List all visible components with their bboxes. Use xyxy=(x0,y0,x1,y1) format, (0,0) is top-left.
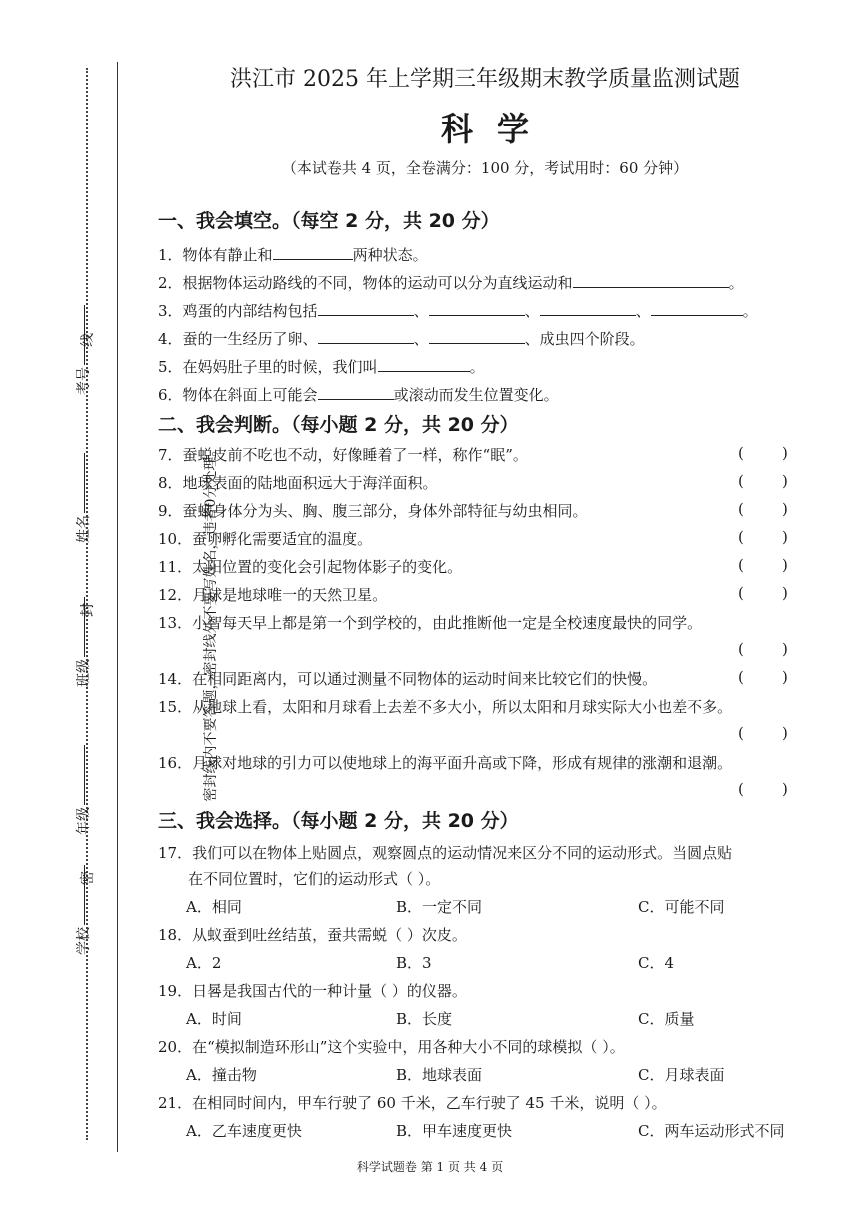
question-18: 18．从蚁蚕到吐丝结茧，蚕共需蜕（ ）次皮。 xyxy=(158,926,467,944)
seal-warning-note: 密封线内不要答题，密封线外不要写姓名，违者0分处理。 xyxy=(203,442,219,802)
seal-border-line xyxy=(117,62,118,1152)
name-label: 姓名 xyxy=(73,453,93,543)
option-a[interactable]: A．2 xyxy=(186,954,222,972)
answer-parentheses[interactable]: ( ) xyxy=(738,472,788,490)
question-12: 12．月球是地球唯一的天然卫星。 xyxy=(158,586,388,604)
answer-blank[interactable] xyxy=(318,329,414,344)
seal-char-line: 线 xyxy=(80,333,96,347)
question-9: 9．蚕蛾身体分为头、胸、腹三部分，身体外部特征与幼虫相同。 xyxy=(158,502,588,520)
option-c[interactable]: C．质量 xyxy=(638,1010,695,1028)
option-b[interactable]: B．一定不同 xyxy=(396,898,483,916)
school-label: 学校 xyxy=(73,865,93,955)
answer-parentheses[interactable]: ( ) xyxy=(738,528,788,546)
answer-blank[interactable] xyxy=(651,301,743,316)
question-17-continued: 在不同位置时，它们的运动形式（ ）。 xyxy=(188,870,441,888)
answer-blank[interactable] xyxy=(573,273,729,288)
option-b[interactable]: B．甲车速度更快 xyxy=(396,1122,513,1140)
exam-title: 洪江市 2025 年上学期三年级期末教学质量监测试题 xyxy=(230,67,740,92)
answer-blank[interactable] xyxy=(429,329,525,344)
answer-parentheses[interactable]: ( ) xyxy=(738,584,788,602)
question-2: 2．根据物体运动路线的不同，物体的运动可以分为直线运动和 。 xyxy=(158,274,744,292)
answer-blank[interactable] xyxy=(318,301,414,316)
section-judge-heading: 二、我会判断。（每小题 2 分，共 20 分） xyxy=(158,414,519,436)
question-16: 16．月球对地球的引力可以使地球上的海平面升高或下降，形成有规律的涨潮和退潮。 xyxy=(158,754,733,772)
question-19: 19．日晷是我国古代的一种计量（ ）的仪器。 xyxy=(158,982,467,1000)
question-10: 10．蚕卵孵化需要适宜的温度。 xyxy=(158,530,373,548)
question-21: 21．在相同时间内，甲车行驶了 60 千米，乙车行驶了 45 千米，说明（ ）。 xyxy=(158,1094,667,1112)
class-label: 班级 xyxy=(73,597,93,687)
question-15: 15．从地球上看，太阳和月球看上去差不多大小，所以太阳和月球实际大小也差不多。 xyxy=(158,698,733,716)
exam-number-label: 考号 xyxy=(73,305,93,395)
answer-blank[interactable] xyxy=(540,301,636,316)
option-a[interactable]: A．时间 xyxy=(186,1010,242,1028)
question-14: 14．在相同距离内，可以通过测量不同物体的运动时间来比较它们的快慢。 xyxy=(158,670,658,688)
option-a[interactable]: A．相同 xyxy=(186,898,242,916)
answer-parentheses[interactable]: ( ) xyxy=(738,780,788,798)
answer-parentheses[interactable]: ( ) xyxy=(738,724,788,742)
question-6: 6．物体在斜面上可能会 或滚动而发生位置变化。 xyxy=(158,386,559,404)
seal-char-secret: 密 xyxy=(80,871,96,885)
seal-char-seal: 封 xyxy=(80,603,96,617)
question-4: 4．蚕的一生经历了卵、 、 、成虫四个阶段。 xyxy=(158,330,645,348)
answer-parentheses[interactable]: ( ) xyxy=(738,640,788,658)
answer-blank[interactable] xyxy=(273,245,353,260)
answer-parentheses[interactable]: ( ) xyxy=(738,556,788,574)
question-13: 13．小智每天早上都是第一个到学校的，由此推断他一定是全校速度最快的同学。 xyxy=(158,614,703,632)
option-c[interactable]: C．可能不同 xyxy=(638,898,725,916)
option-b[interactable]: B．地球表面 xyxy=(396,1066,483,1084)
question-1: 1．物体有静止和 两种状态。 xyxy=(158,246,428,264)
question-11: 11．太阳位置的变化会引起物体影子的变化。 xyxy=(158,558,463,576)
option-a[interactable]: A．撞击物 xyxy=(186,1066,257,1084)
option-a[interactable]: A．乙车速度更快 xyxy=(186,1122,302,1140)
option-c[interactable]: C．月球表面 xyxy=(638,1066,725,1084)
answer-parentheses[interactable]: ( ) xyxy=(738,500,788,518)
question-20: 20．在“模拟制造环形山”这个实验中，用各种大小不同的球模拟（ ）。 xyxy=(158,1038,625,1056)
answer-blank[interactable] xyxy=(318,385,394,400)
option-c[interactable]: C．两车运动形式不同 xyxy=(638,1122,785,1140)
question-5: 5．在妈妈肚子里的时候，我们叫 。 xyxy=(158,358,485,376)
section-fill-in-heading: 一、我会填空。（每空 2 分，共 20 分） xyxy=(158,210,500,232)
section-choice-heading: 三、我会选择。（每小题 2 分，共 20 分） xyxy=(158,810,519,832)
question-3: 3．鸡蛋的内部结构包括 、 、 、 。 xyxy=(158,302,758,320)
option-c[interactable]: C．4 xyxy=(638,954,675,972)
answer-parentheses[interactable]: ( ) xyxy=(738,668,788,686)
subject-title: 科学 xyxy=(440,110,553,148)
grade-label: 年级 xyxy=(73,745,93,835)
question-8: 8．地球表面的陆地面积远大于海洋面积。 xyxy=(158,474,438,492)
exam-info: （本试卷共 4 页，全卷满分：100 分，考试用时：60 分钟） xyxy=(281,159,689,177)
answer-blank[interactable] xyxy=(378,357,470,372)
option-b[interactable]: B．长度 xyxy=(396,1010,453,1028)
option-b[interactable]: B．3 xyxy=(396,954,432,972)
question-7: 7．蚕蜕皮前不吃也不动，好像睡着了一样，称作“眠”。 xyxy=(158,446,528,464)
page-footer: 科学试题卷 第 1 页 共 4 页 xyxy=(356,1160,504,1174)
answer-blank[interactable] xyxy=(429,301,525,316)
question-17: 17．我们可以在物体上贴圆点，观察圆点的运动情况来区分不同的运动形式。当圆点贴 xyxy=(158,844,733,862)
answer-parentheses[interactable]: ( ) xyxy=(738,444,788,462)
